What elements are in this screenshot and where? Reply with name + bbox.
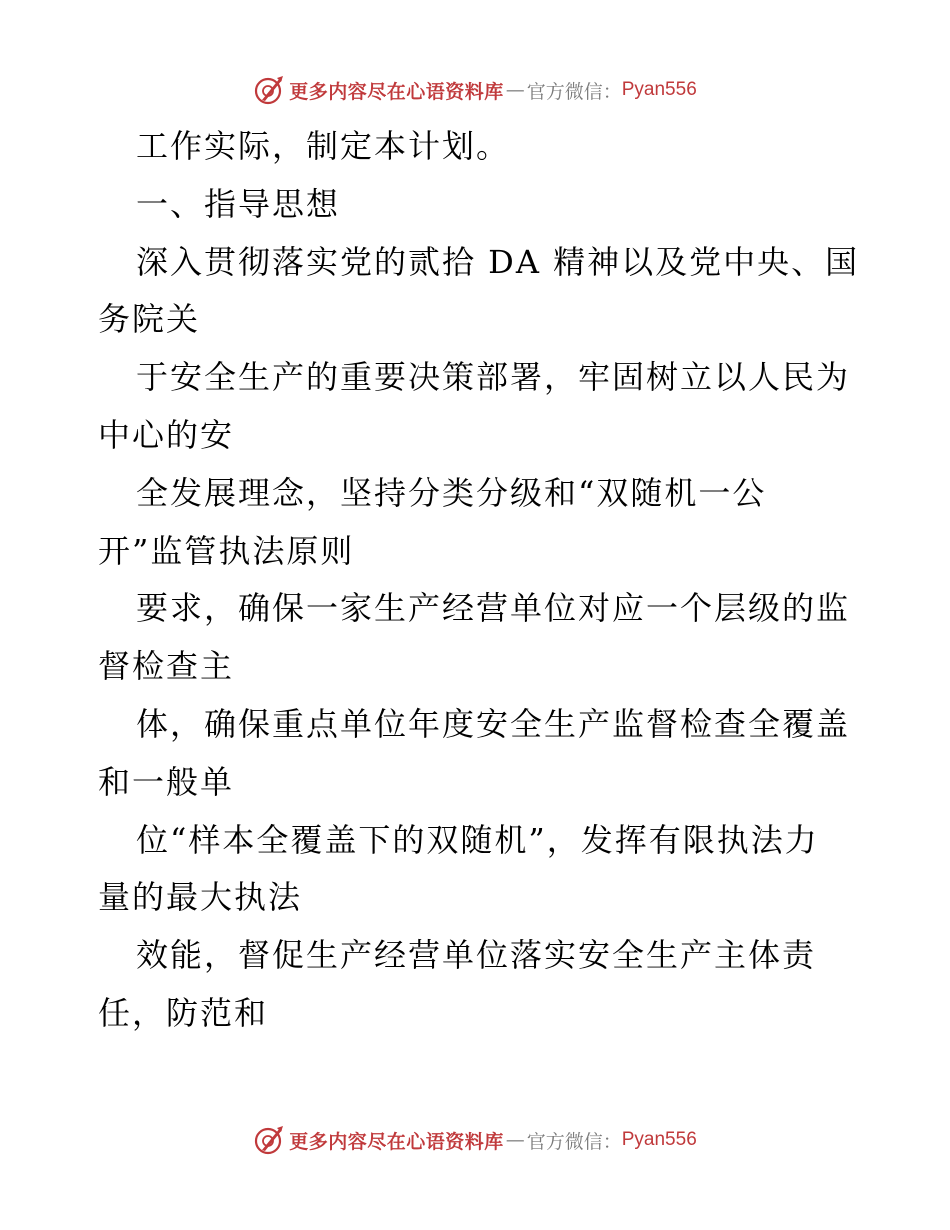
banner-wechat-handle: Pyan556 — [621, 79, 697, 100]
banner-brand-text: 更多内容尽在心语资料库 — [289, 80, 504, 103]
document-body — [98, 118, 868, 1043]
body-line: 量的最大执法 — [98, 878, 303, 917]
banner-wechat-label: 官方微信： — [526, 80, 622, 103]
banner-wechat-label: 官方微信： — [526, 1130, 622, 1153]
banner-brand-text: 更多内容尽在心语资料库 — [289, 1130, 504, 1153]
body-line: 务院关 — [98, 300, 201, 339]
body-line: 于安全生产的重要决策部署，牢固树立以人民为 — [136, 358, 851, 397]
section-heading: 一、指导思想 — [136, 184, 341, 223]
banner-separator: — — [505, 1129, 525, 1151]
body-line: 要求，确保一家生产经营单位对应一个层级的监 — [136, 589, 851, 628]
banner-separator: — — [505, 79, 525, 101]
body-line: 督检查主 — [98, 647, 235, 686]
header-banner — [0, 70, 950, 110]
banner-wechat-handle: Pyan556 — [621, 1129, 697, 1150]
footer-banner — [0, 1120, 950, 1160]
body-line: 中心的安 — [98, 415, 235, 454]
quill-logo-icon — [253, 74, 285, 106]
body-line: 体，确保重点单位年度安全生产监督检查全覆盖 — [136, 704, 851, 743]
body-line: 效能，督促生产经营单位落实安全生产主体责 — [136, 936, 817, 975]
quill-logo-icon — [253, 1124, 285, 1156]
body-line: 深入贯彻落实党的贰拾 DA 精神以及党中央、国 — [136, 242, 860, 281]
body-line: 和一般单 — [98, 762, 235, 801]
body-line: 开”监管执法原则 — [98, 531, 355, 570]
body-line: 全发展理念，坚持分类分级和“双随机一公 — [136, 473, 767, 512]
body-line: 任，防范和 — [98, 993, 269, 1032]
body-line: 工作实际，制定本计划。 — [136, 127, 511, 165]
body-line: 位“样本全覆盖下的双随机”，发挥有限执法力 — [136, 820, 819, 859]
